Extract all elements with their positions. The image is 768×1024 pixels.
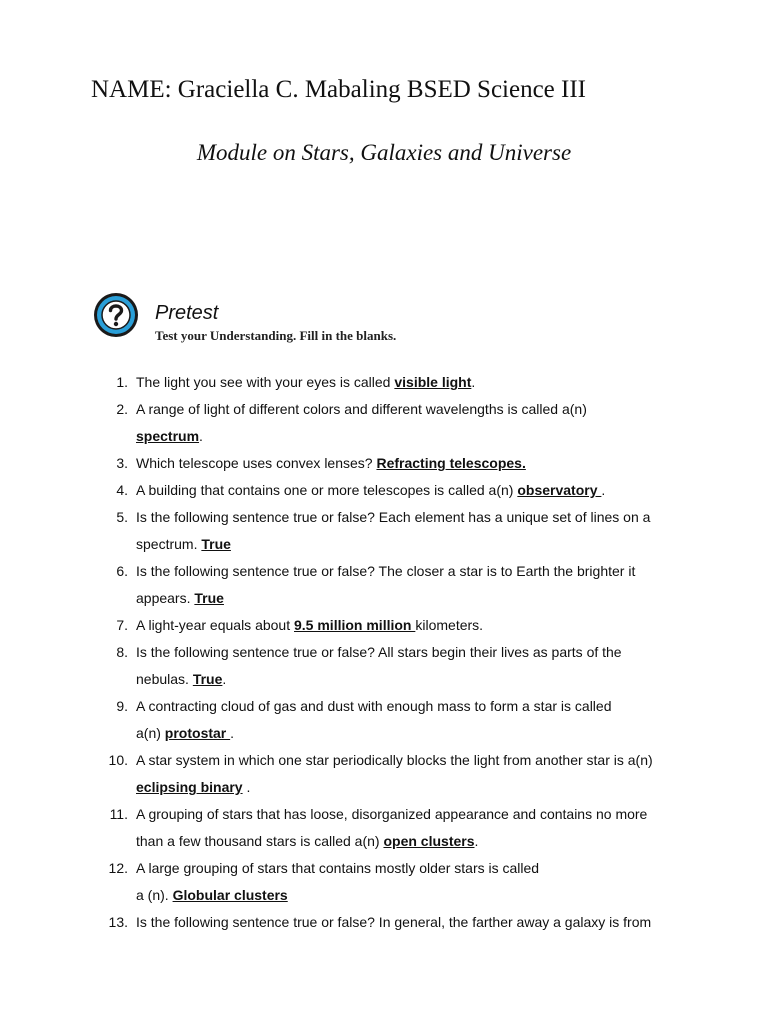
question-text-end: kilometers. [415, 617, 484, 633]
question-text-cont: spectrum. [136, 536, 202, 552]
question-number: 7. [116, 617, 128, 633]
question-text: The light you see with your eyes is called [136, 374, 395, 390]
question-mark-icon [92, 291, 140, 339]
question-text-end: . [474, 833, 479, 849]
question-number: 10. [108, 752, 128, 768]
question-item [0, 639, 768, 693]
question-item [0, 450, 768, 477]
question-text: A large grouping of stars that contains mostly older stars is called [136, 860, 540, 876]
question-item [0, 909, 768, 936]
question-text: Is the following sentence true or false? In general, the farther away a galaxy is from [136, 914, 652, 930]
question-text: Is the following sentence true or false? The closer a star is to Earth the brighter it [136, 563, 636, 579]
question-text-cont: a(n) [136, 725, 165, 741]
answer-text: True [201, 536, 231, 552]
question-number: 3. [116, 455, 128, 471]
answer-text: protostar [164, 725, 231, 741]
question-text: A building that contains one or more telescopes is called a(n) [136, 482, 518, 498]
question-number: 6. [116, 563, 128, 579]
question-number: 2. [116, 401, 128, 417]
answer-text: True [192, 671, 223, 687]
question-item [0, 747, 768, 801]
pretest-instructions: Test your Understanding. Fill in the blanks. [155, 328, 397, 343]
question-text-cont: appears. [136, 590, 195, 606]
question-item [0, 855, 768, 909]
question-text: A range of light of different colors and different wavelengths is called a(n) [136, 401, 587, 417]
question-text-end: . [471, 374, 476, 390]
question-list [0, 369, 768, 936]
question-number: 11. [109, 806, 128, 822]
question-text: Is the following sentence true or false? Each element has a unique set of lines on a [136, 509, 651, 525]
question-text: Is the following sentence true or false? All stars begin their lives as parts of the [136, 644, 622, 660]
question-text-end: . [242, 779, 251, 795]
question-number: 9. [116, 698, 128, 714]
question-text-cont: than a few thousand stars is called a(n) [136, 833, 384, 849]
answer-text: observatory [517, 482, 602, 498]
question-text-end: . [222, 671, 227, 687]
question-text-end: . [199, 428, 203, 444]
question-text-end: . [601, 482, 606, 498]
question-number: 13. [108, 914, 128, 930]
answer-text: True [194, 590, 224, 606]
question-number: 1. [116, 374, 128, 390]
question-text: A star system in which one star periodically blocks the light from another star is a(n) [136, 752, 653, 768]
question-item [0, 369, 768, 396]
answer-text: visible light [394, 374, 472, 390]
student-name-line: NAME: Graciella C. Mabaling BSED Science III [91, 76, 587, 103]
question-item [0, 558, 768, 612]
question-number: 12. [108, 860, 128, 876]
answer-text: Refracting telescopes. [376, 455, 526, 471]
answer-text: spectrum [136, 428, 200, 444]
answer-text: 9.5 million million [294, 617, 416, 633]
question-text: A contracting cloud of gas and dust with enough mass to form a star is called [136, 698, 612, 714]
question-number: 8. [116, 644, 128, 660]
pretest-title: Pretest [155, 302, 219, 324]
question-number: 5. [116, 509, 128, 525]
question-text-cont: nebulas. [136, 671, 193, 687]
answer-text: open clusters [383, 833, 475, 849]
question-item [0, 477, 768, 504]
question-text: Which telescope uses convex lenses? [136, 455, 377, 471]
question-item [0, 693, 768, 747]
question-item [0, 801, 768, 855]
question-item [0, 396, 768, 450]
answer-text: eclipsing binary [136, 779, 243, 795]
question-text-end: . [230, 725, 235, 741]
question-text: A light-year equals about [136, 617, 294, 633]
question-text-cont: a (n). [136, 887, 173, 903]
answer-text: Globular clusters [172, 887, 288, 903]
question-item [0, 504, 768, 558]
module-title: Module on Stars, Galaxies and Universe [196, 140, 572, 165]
question-number: 4. [116, 482, 128, 498]
question-item [0, 612, 768, 639]
question-text: A grouping of stars that has loose, disorganized appearance and contains no more [136, 806, 648, 822]
